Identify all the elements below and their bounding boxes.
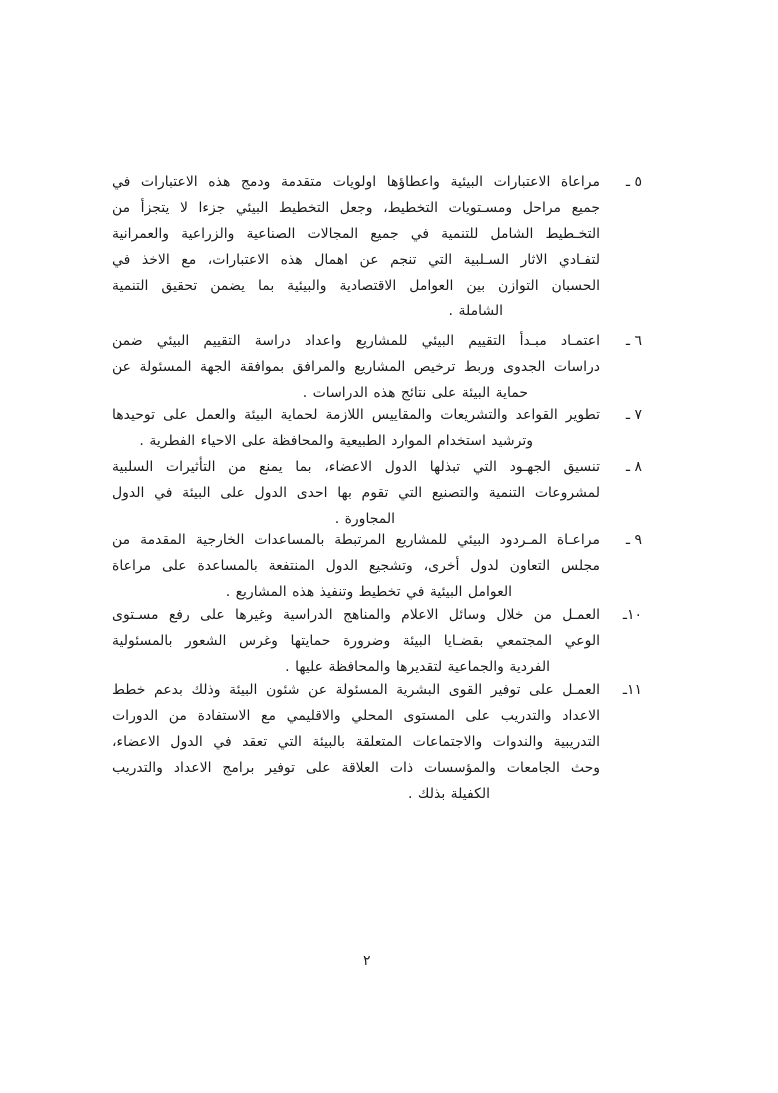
item-number: ١٠ـ <box>622 607 642 623</box>
text-line: المجاورة . <box>334 510 395 527</box>
list-item-10 <box>112 603 642 681</box>
list-item-7 <box>112 403 642 455</box>
text-line: الشاملة . <box>448 303 503 320</box>
text-line: مراعاة الاعتبارات البيئية واعطاؤها اولويات متقدمة ودمج هذه الاعتبارات في <box>112 174 600 190</box>
text-line: دراسات الجدوى وربط ترخيص المشاريع والمرافق بموافقة الجهة المسئولة عن <box>112 358 600 375</box>
item-number: ١١ـ <box>622 682 642 698</box>
text-line: الحسبان التوازن بين العوامل الاقتصادية والبيئية بما يضمن تحقيق التنمية <box>112 277 600 294</box>
text-line: تطوير القواعد والتشريعات والمقاييس اللازمة لحماية البيئة والعمل على توحيدها <box>112 407 600 423</box>
list-item-8 <box>112 455 642 533</box>
item-number: ٨ ـ <box>625 459 642 475</box>
text-line: الكفيلة بذلك . <box>408 785 490 802</box>
text-line: الوعي المجتمعي بقضـايا البيئة وضرورة حمايتها وغرس الشعور بالمسئولية <box>112 632 600 649</box>
text-line: اعتمـاد مبـدأ التقييم البيئي للمشاريع واعداد دراسة التقييم البيئي ضمن <box>112 333 600 349</box>
text-line: العمـل من خلال وسائل الاعلام والمناهج الدراسية وغيرها على رفع مسـتوى <box>112 607 600 623</box>
text-line: الاعداد والتدريب على المستوى المحلي والاقليمي مع الاستفادة من الدورات <box>112 707 600 724</box>
text-line: التدريبية والندوات والاجتماعات المتعلقة بالبيئة التي تعقد في الدول الاعضاء، <box>112 733 600 750</box>
item-number: ٩ ـ <box>625 532 642 548</box>
text-line: العمـل على توفير القوى البشرية المسئولة عن شئون البيئة وذلك بدعم خطط <box>112 682 600 698</box>
item-number: ٦ ـ <box>625 333 642 349</box>
page-number: ٢ <box>363 953 371 969</box>
item-number: ٧ ـ <box>625 407 642 423</box>
text-line: حماية البيئة على نتائج هذه الدراسات . <box>302 384 528 401</box>
item-number: ٥ ـ <box>625 174 642 190</box>
text-line: مجلس التعاون لدول أخرى، وتشجيع الدول المنتفعة بالمساعدة على مراعاة <box>112 557 600 574</box>
list-item-6 <box>112 329 642 407</box>
list-item-9 <box>112 528 642 606</box>
text-line: الفردية والجماعية لتقديرها والمحافظة عليها . <box>285 658 550 675</box>
text-line: العوامل البيئية في تخطيط وتنفيذ هذه المشاريع . <box>225 583 512 600</box>
text-line: لمشروعات التنمية والتصنيع التي تقوم بها احدى الدول على البيئة في الدول <box>112 484 600 501</box>
list-item-11 <box>112 678 642 807</box>
text-line: وترشيد استخدام الموارد الطبيعية والمحافظة على الاحياء الفطرية . <box>139 432 533 449</box>
text-line: تنسيق الجهـود التي تبذلها الدول الاعضاء، بما يمنع من التأثيرات السلبية <box>112 459 600 475</box>
text-line: مراعـاة المـردود البيئي للمشاريع المرتبطة بالمساعدات الخارجية المقدمة من <box>112 532 600 548</box>
text-line: وحث الجامعات والمؤسسات ذات العلاقة على توفير برامج الاعداد والتدريب <box>112 759 600 776</box>
text-line: التخـطيط الشامل للتنمية في جميع المجالات الصناعية والزراعية والعمرانية <box>112 225 600 242</box>
text-line: جميع مراحل ومسـتويات التخطيط، وجعل التخطيط البيئي جزءا لا يتجزأ من <box>112 199 600 216</box>
text-line: لتفـادي الاثار السـلبية التي تنجم عن اهمال هذه الاعتبارات، مع الاخذ في <box>112 251 600 268</box>
list-item-5 <box>112 170 642 325</box>
